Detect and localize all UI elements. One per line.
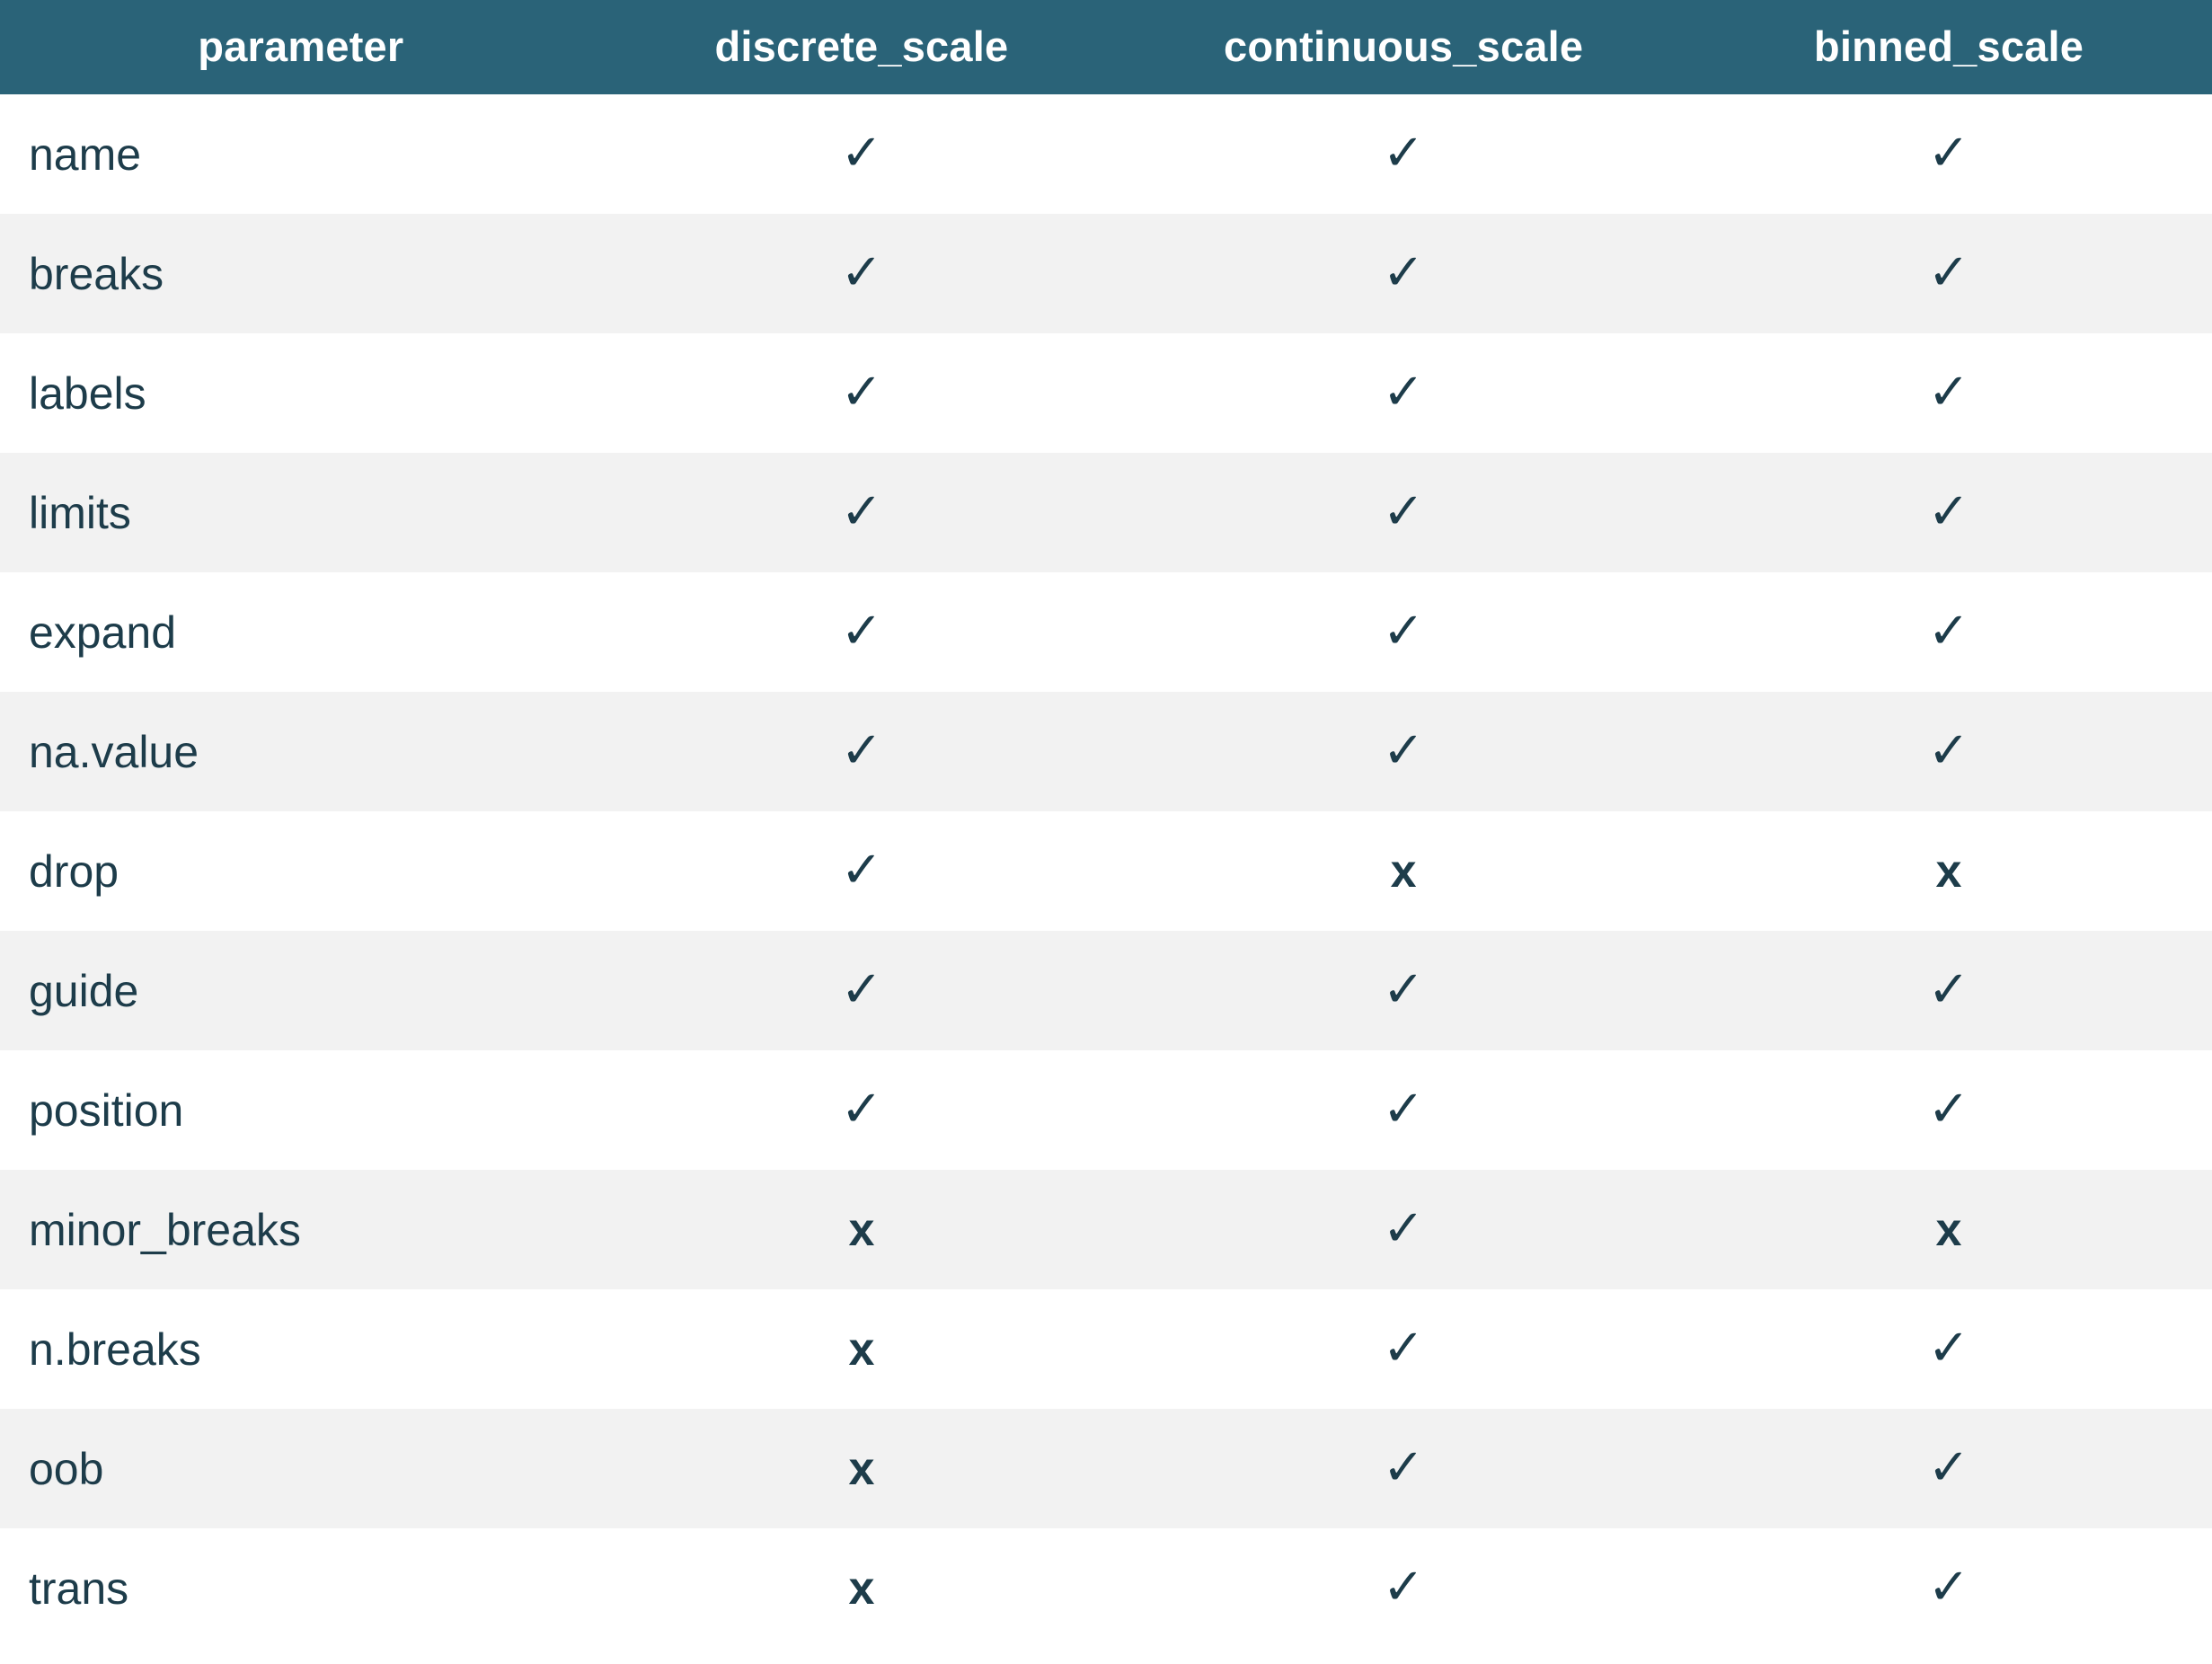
- table-row: [0, 1528, 2212, 1648]
- parameter-name-cell: limits: [0, 453, 602, 572]
- table-row: [0, 811, 2212, 931]
- check-icon: ✓: [1382, 1558, 1425, 1615]
- discrete-scale-support-cell: [602, 1170, 1122, 1289]
- check-icon: ✓: [840, 482, 883, 539]
- discrete-scale-support-cell: [602, 811, 1122, 931]
- discrete-scale-support-cell: [602, 931, 1122, 1050]
- continuous-scale-support-cell: [1121, 811, 1686, 931]
- table-body: [0, 94, 2212, 1648]
- binned-scale-support-cell: [1686, 692, 2212, 811]
- check-icon: ✓: [1927, 960, 1970, 1017]
- check-icon: ✓: [840, 363, 883, 420]
- discrete-scale-support-cell: [602, 94, 1122, 214]
- continuous-scale-support-cell: [1121, 1289, 1686, 1409]
- binned-scale-support-cell: [1686, 1050, 2212, 1170]
- parameter-name-cell: oob: [0, 1409, 602, 1528]
- check-icon: ✓: [840, 841, 883, 898]
- check-icon: ✓: [1382, 721, 1425, 778]
- check-icon: ✓: [1382, 1438, 1425, 1495]
- check-icon: ✓: [1382, 124, 1425, 181]
- binned-scale-support-cell: [1686, 931, 2212, 1050]
- binned-scale-support-cell: [1686, 94, 2212, 214]
- continuous-scale-support-cell: [1121, 572, 1686, 692]
- check-icon: ✓: [1382, 602, 1425, 659]
- continuous-scale-support-cell: [1121, 1528, 1686, 1648]
- continuous-scale-support-cell: [1121, 94, 1686, 214]
- check-icon: ✓: [1382, 482, 1425, 539]
- continuous-scale-support-cell: [1121, 692, 1686, 811]
- table-row: [0, 692, 2212, 811]
- check-icon: ✓: [840, 243, 883, 300]
- continuous-scale-support-cell: [1121, 453, 1686, 572]
- binned-scale-support-cell: [1686, 811, 2212, 931]
- table-row: [0, 1409, 2212, 1528]
- column-header-discrete-scale: discrete_scale: [602, 0, 1122, 94]
- column-header-continuous-scale: continuous_scale: [1121, 0, 1686, 94]
- check-icon: ✓: [1927, 1438, 1970, 1495]
- column-header-parameter: parameter: [0, 0, 602, 94]
- check-icon: ✓: [1927, 602, 1970, 659]
- check-icon: ✓: [1927, 1319, 1970, 1376]
- table-row: [0, 94, 2212, 214]
- continuous-scale-support-cell: [1121, 1170, 1686, 1289]
- check-icon: ✓: [1382, 960, 1425, 1017]
- binned-scale-support-cell: [1686, 214, 2212, 333]
- cross-icon: x: [848, 1323, 875, 1376]
- discrete-scale-support-cell: [602, 333, 1122, 453]
- table-row: [0, 1050, 2212, 1170]
- check-icon: ✓: [1927, 1080, 1970, 1137]
- discrete-scale-support-cell: [602, 1289, 1122, 1409]
- continuous-scale-support-cell: [1121, 333, 1686, 453]
- discrete-scale-support-cell: [602, 1050, 1122, 1170]
- parameter-name-cell: labels: [0, 333, 602, 453]
- check-icon: ✓: [840, 602, 883, 659]
- table-row: [0, 1289, 2212, 1409]
- cross-icon: x: [848, 1203, 875, 1256]
- check-icon: ✓: [1927, 721, 1970, 778]
- continuous-scale-support-cell: [1121, 931, 1686, 1050]
- parameter-name-cell: minor_breaks: [0, 1170, 602, 1289]
- discrete-scale-support-cell: [602, 572, 1122, 692]
- table-row: [0, 931, 2212, 1050]
- table-header-row: [0, 0, 2212, 94]
- table-row: [0, 572, 2212, 692]
- parameter-name-cell: drop: [0, 811, 602, 931]
- parameter-name-cell: breaks: [0, 214, 602, 333]
- table-header: [0, 0, 2212, 94]
- table-row: [0, 453, 2212, 572]
- check-icon: ✓: [1927, 124, 1970, 181]
- check-icon: ✓: [1927, 243, 1970, 300]
- check-icon: ✓: [1382, 1080, 1425, 1137]
- cross-icon: x: [848, 1442, 875, 1495]
- parameter-name-cell: trans: [0, 1528, 602, 1648]
- continuous-scale-support-cell: [1121, 1050, 1686, 1170]
- check-icon: ✓: [840, 124, 883, 181]
- cross-icon: x: [1935, 1203, 1962, 1256]
- check-icon: ✓: [840, 1080, 883, 1137]
- parameter-name-cell: name: [0, 94, 602, 214]
- check-icon: ✓: [1382, 1319, 1425, 1376]
- check-icon: ✓: [1927, 1558, 1970, 1615]
- discrete-scale-support-cell: [602, 1528, 1122, 1648]
- check-icon: ✓: [1382, 243, 1425, 300]
- check-icon: ✓: [1927, 363, 1970, 420]
- discrete-scale-support-cell: [602, 453, 1122, 572]
- parameter-name-cell: guide: [0, 931, 602, 1050]
- column-header-binned-scale: binned_scale: [1686, 0, 2212, 94]
- check-icon: ✓: [1927, 482, 1970, 539]
- continuous-scale-support-cell: [1121, 214, 1686, 333]
- cross-icon: x: [1935, 845, 1962, 898]
- binned-scale-support-cell: [1686, 453, 2212, 572]
- discrete-scale-support-cell: [602, 1409, 1122, 1528]
- parameter-name-cell: n.breaks: [0, 1289, 602, 1409]
- check-icon: ✓: [1382, 1199, 1425, 1256]
- continuous-scale-support-cell: [1121, 1409, 1686, 1528]
- check-icon: ✓: [840, 721, 883, 778]
- binned-scale-support-cell: [1686, 572, 2212, 692]
- parameter-name-cell: expand: [0, 572, 602, 692]
- binned-scale-support-cell: [1686, 1409, 2212, 1528]
- cross-icon: x: [848, 1562, 875, 1615]
- parameter-name-cell: position: [0, 1050, 602, 1170]
- cross-icon: x: [1390, 845, 1417, 898]
- table-row: [0, 214, 2212, 333]
- binned-scale-support-cell: [1686, 333, 2212, 453]
- discrete-scale-support-cell: [602, 214, 1122, 333]
- table-row: [0, 333, 2212, 453]
- binned-scale-support-cell: [1686, 1528, 2212, 1648]
- binned-scale-support-cell: [1686, 1170, 2212, 1289]
- check-icon: ✓: [840, 960, 883, 1017]
- parameter-name-cell: na.value: [0, 692, 602, 811]
- table-row: [0, 1170, 2212, 1289]
- discrete-scale-support-cell: [602, 692, 1122, 811]
- binned-scale-support-cell: [1686, 1289, 2212, 1409]
- check-icon: ✓: [1382, 363, 1425, 420]
